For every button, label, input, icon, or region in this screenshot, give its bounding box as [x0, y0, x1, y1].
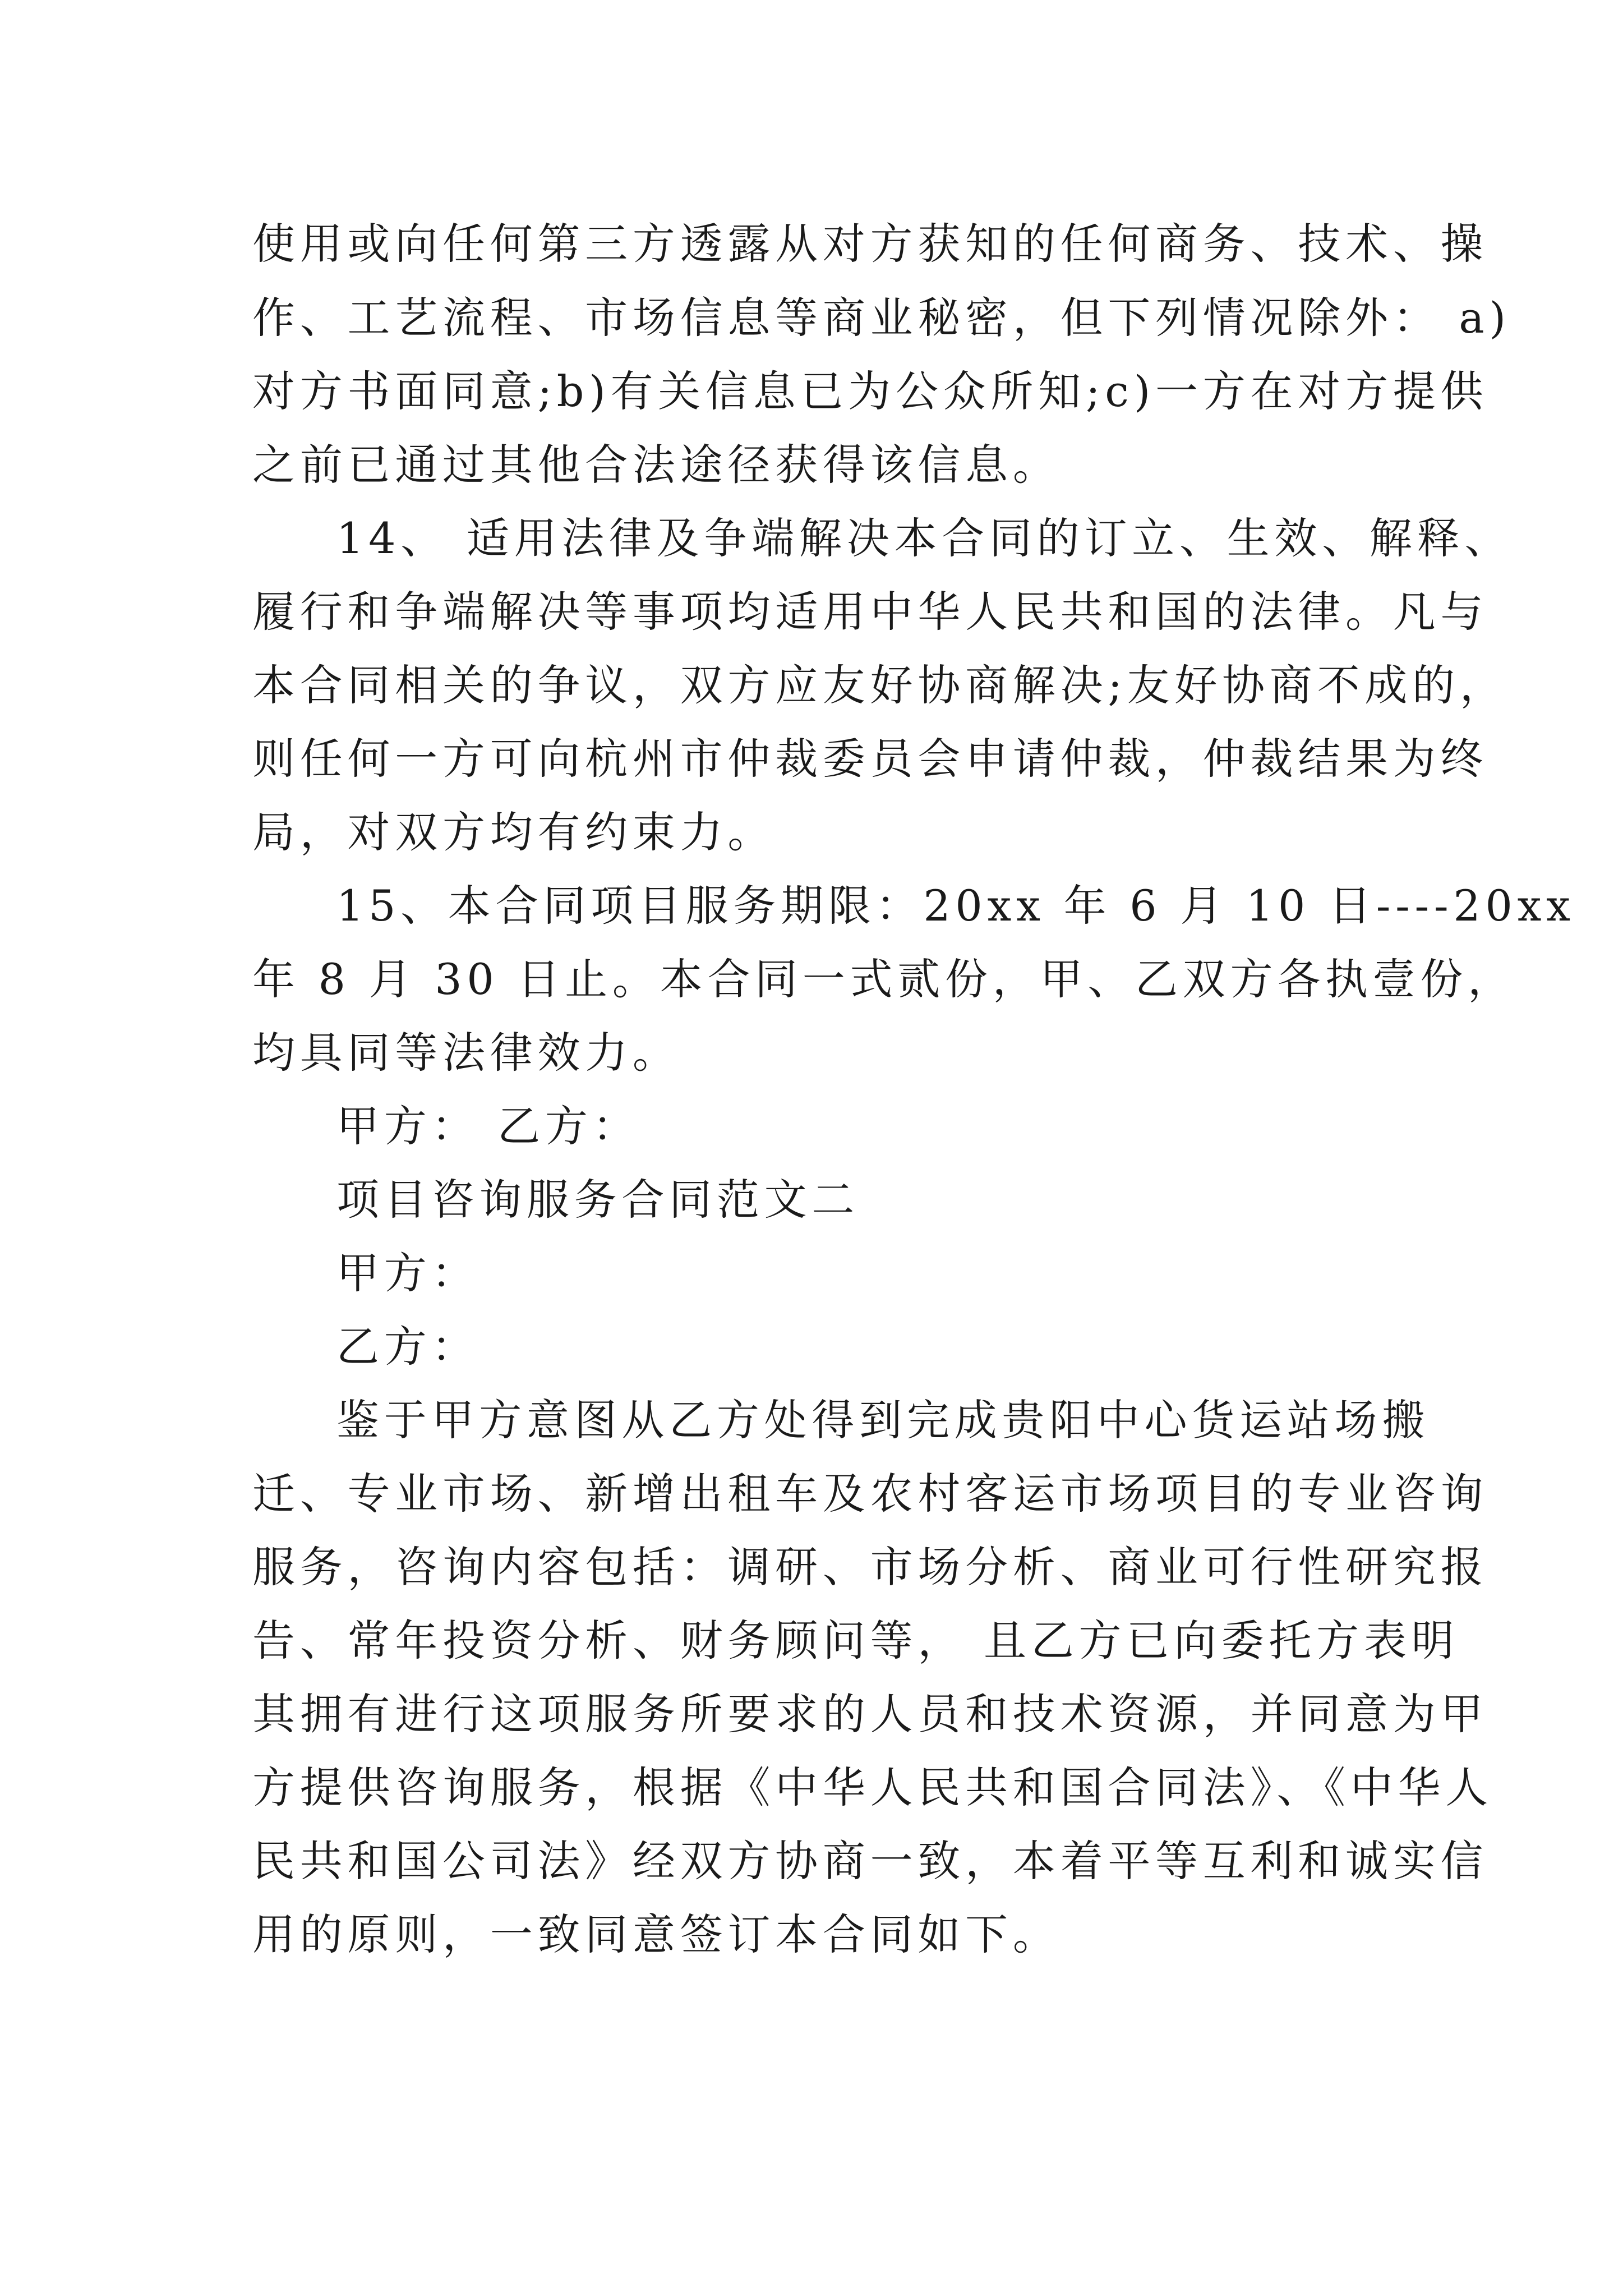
text-line: 服务，咨询内容包括：调研、市场分析、商业可行性研究报 — [252, 1542, 1488, 1592]
text-line: 其拥有进行这项服务所要求的人员和技术资源，并同意为甲 — [252, 1689, 1488, 1739]
signature-line: 甲方： 乙方： — [336, 1101, 640, 1151]
text-line: 鉴于甲方意图从乙方处得到完成贵阳中心货运站场搬 — [336, 1395, 1430, 1445]
text-line: 告、常年投资分析、财务顾问等， 且乙方已向委托方表明 — [252, 1616, 1459, 1665]
text-line: 方提供咨询服务，根据《中华人民共和国合同法》、《中华人 — [252, 1763, 1493, 1812]
section-heading: 项目咨询服务合同范文二 — [336, 1175, 860, 1225]
text-line: 本合同相关的争议，双方应友好协商解决;友好协商不成的， — [252, 660, 1507, 710]
text-line: 均具同等法律效力。 — [252, 1028, 680, 1078]
text-line: 对方书面同意;b)有关信息已为公众所知;c)一方在对方提供 — [252, 366, 1488, 416]
text-line: 局，对双方均有约束力。 — [252, 807, 776, 857]
text-line: 使用或向任何第三方透露从对方获知的任何商务、技术、操 — [252, 219, 1488, 269]
text-line: 迁、专业市场、新增出租车及农村客运市场项目的专业咨询 — [252, 1469, 1488, 1519]
text-line: 14、 适用法律及争端解决本合同的订立、生效、解释、 — [336, 513, 1513, 563]
party-a-label: 甲方： — [336, 1248, 479, 1298]
text-line: 民共和国公司法》经双方协商一致，本着平等互利和诚实信 — [252, 1836, 1488, 1886]
text-line: 作、工艺流程、市场信息等商业秘密，但下列情况除外： a) — [252, 293, 1511, 343]
party-b-label: 乙方： — [336, 1322, 479, 1372]
text-line: 之前已通过其他合法途径获得该信息。 — [252, 440, 1061, 490]
text-line: 年 8 月 30 日止。本合同一式贰份，甲、乙双方各执壹份， — [252, 954, 1515, 1004]
text-line: 则任何一方可向杭州市仲裁委员会申请仲裁，仲裁结果为终 — [252, 734, 1488, 784]
text-line: 履行和争端解决等事项均适用中华人民共和国的法律。凡与 — [252, 587, 1488, 637]
text-line: 用的原则，一致同意签订本合同如下。 — [252, 1910, 1061, 1959]
text-line: 15、本合同项目服务期限：20xx 年 6 月 10 日----20xx — [336, 881, 1575, 931]
